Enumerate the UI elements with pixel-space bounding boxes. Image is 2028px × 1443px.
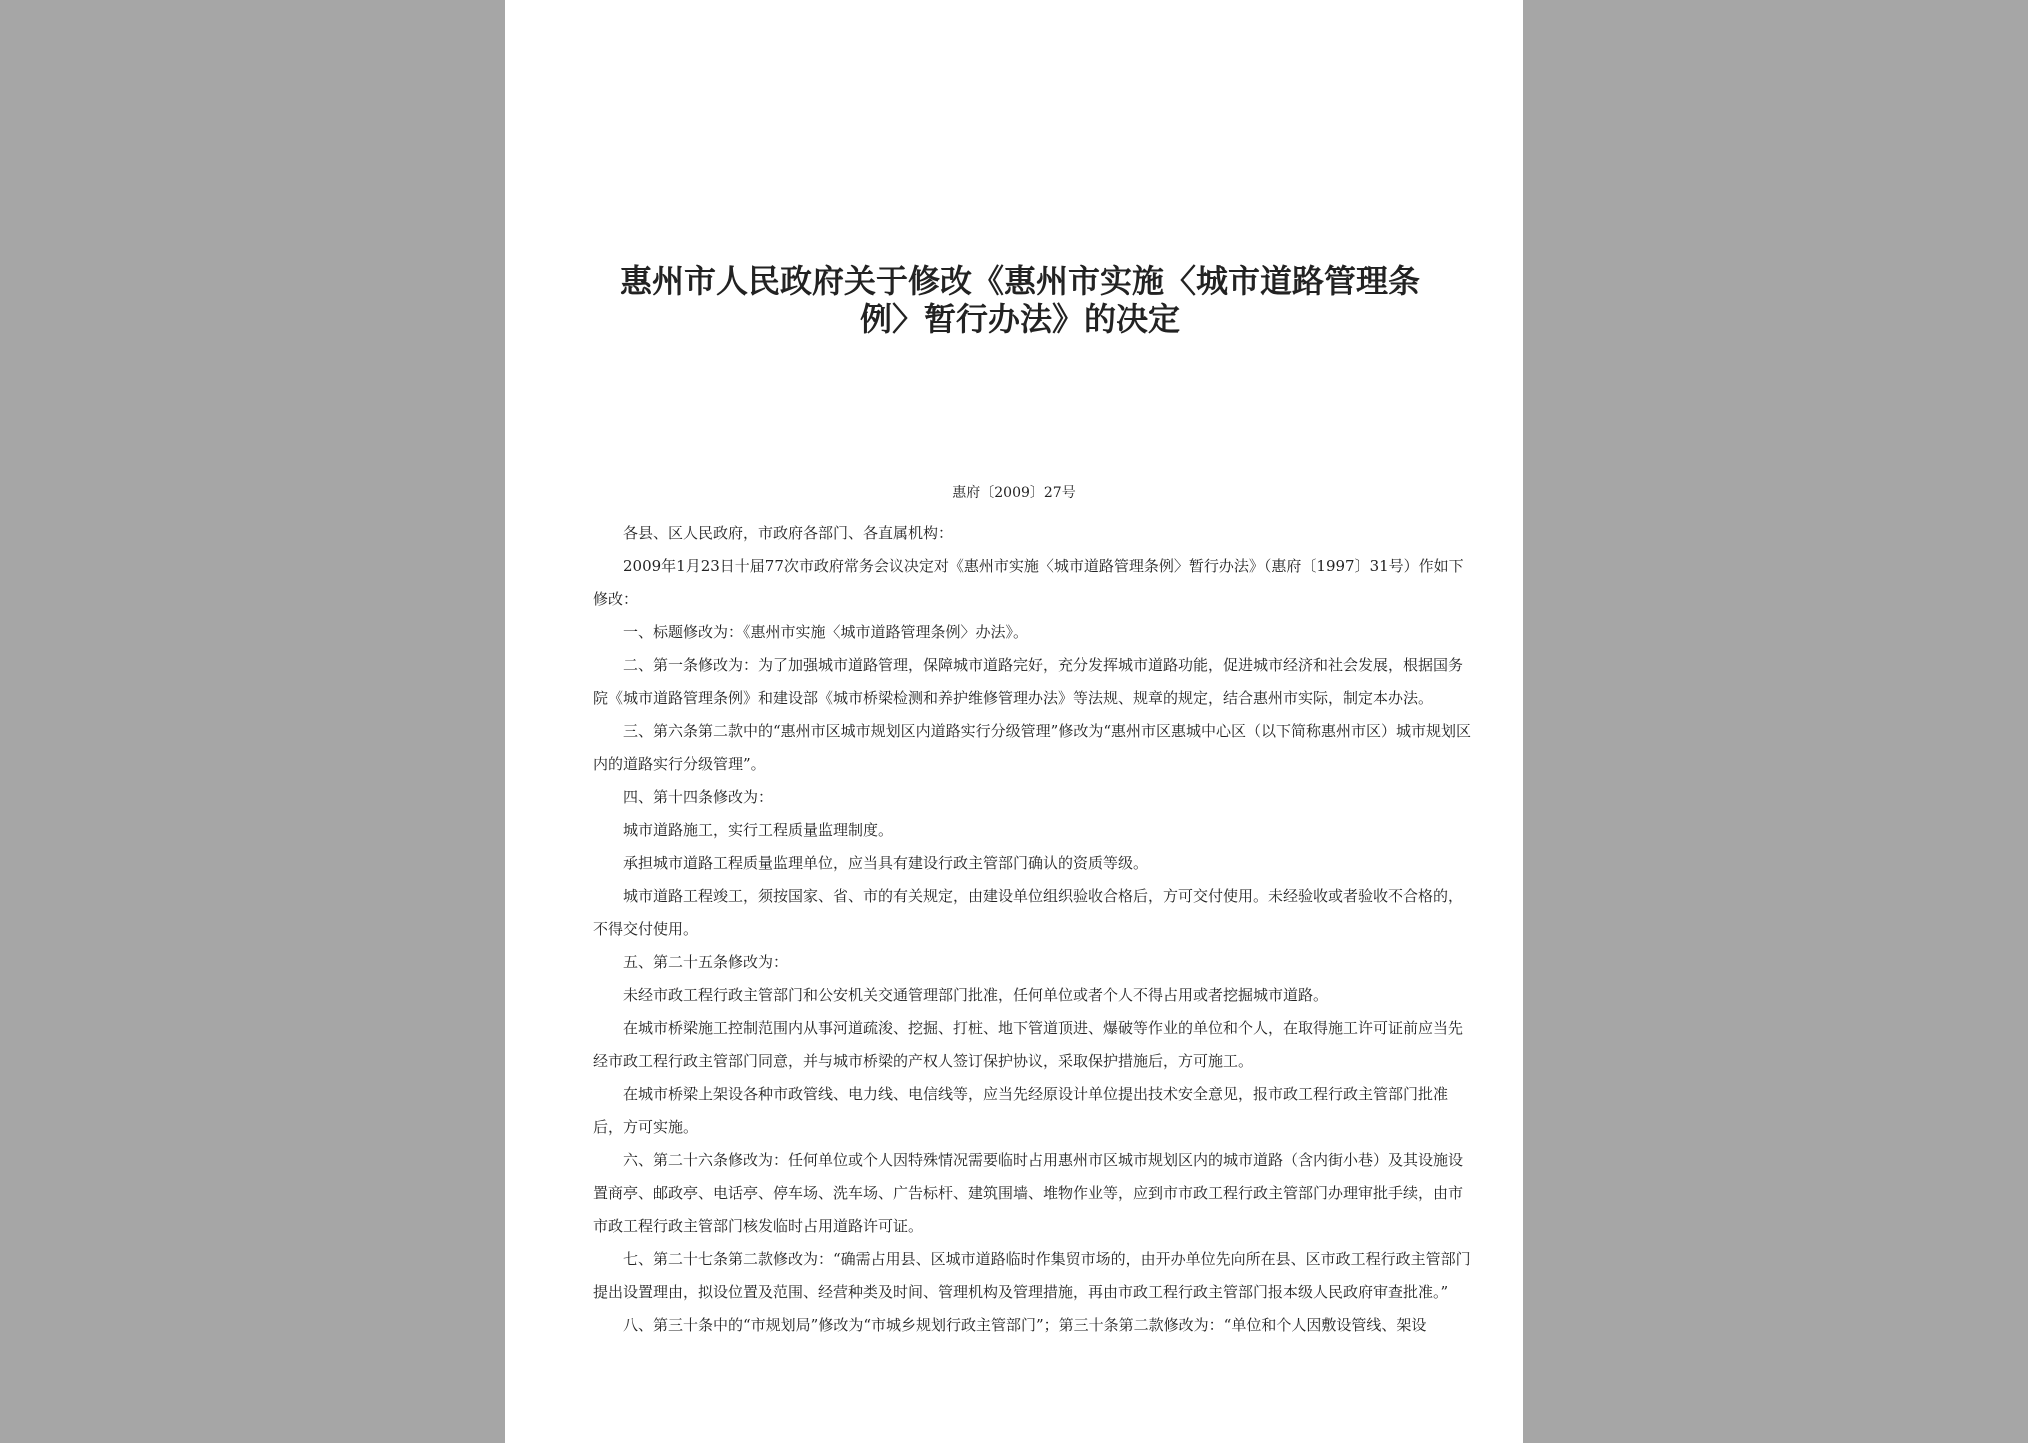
paragraph: 在城市桥梁施工控制范围内从事河道疏浚、挖掘、打桩、地下管道顶进、爆破等作业的单位和个人，在取得施工许可证前应当先经市政工程行政主管部门同意，并与城市桥梁的产权人签订保护协议，采取保护措施后，方可施工。	[593, 1019, 1464, 1070]
document-page	[505, 0, 1523, 1443]
paragraph: 五、第二十五条修改为：	[623, 953, 789, 971]
paragraph: 在城市桥梁上架设各种市政管线、电力线、电信线等，应当先经原设计单位提出技术安全意见，报市政工程行政主管部门批准后，方可实施。	[593, 1085, 1449, 1136]
paragraph: 未经市政工程行政主管部门和公安机关交通管理部门批准，任何单位或者个人不得占用或者挖掘城市道路。	[623, 986, 1329, 1004]
paragraph: 七、第二十七条第二款修改为：“确需占用县、区城市道路临时作集贸市场的，由开办单位先向所在县、区市政工程行政主管部门提出设置理由，拟设位置及范围、经营种类及时间、管理机构及管理措施，再由市政工程行政主管部门报本级人民政府审查批准。”	[593, 1250, 1471, 1301]
paragraph: 六、第二十六条修改为：任何单位或个人因特殊情况需要临时占用惠州市区城市规划区内的城市道路（含内街小巷）及其设施设置商亭、邮政亭、电话亭、停车场、洗车场、广告标杆、建筑围墙、堆物作业等，应到市市政工程行政主管部门办理审批手续，由市市政工程行政主管部门核发临时占用道路许可证。	[593, 1151, 1464, 1235]
paragraph: 一、标题修改为：《惠州市实施〈城市道路管理条例〉办法》。	[623, 623, 1029, 641]
paragraph: 承担城市道路工程质量监理单位，应当具有建设行政主管部门确认的资质等级。	[623, 854, 1149, 872]
paragraph: 2009年1月23日十届77次市政府常务会议决定对《惠州市实施〈城市道路管理条例〉暂行办法》（惠府〔1997〕31号）作如下修改：	[593, 557, 1464, 608]
salutation: 各县、区人民政府，市政府各部门、各直属机构：	[623, 524, 954, 542]
document-body	[593, 517, 1473, 1342]
paragraph: 城市道路工程竣工，须按国家、省、市的有关规定，由建设单位组织验收合格后，方可交付使用。未经验收或者验收不合格的，不得交付使用。	[593, 887, 1464, 938]
paragraph: 二、第一条修改为：为了加强城市道路管理，保障城市道路完好，充分发挥城市道路功能，促进城市经济和社会发展，根据国务院《城市道路管理条例》和建设部《城市桥梁检测和养护维修管理办法》等法规、规章的规定，结合惠州市实际，制定本办法。	[593, 656, 1464, 707]
document-number: 惠府〔2009〕27号	[952, 485, 1076, 501]
paragraph: 三、第六条第二款中的“惠州市区城市规划区内道路实行分级管理”修改为“惠州市区惠城中心区（以下简称惠州市区）城市规划区内的道路实行分级管理”。	[593, 722, 1472, 773]
paragraph: 城市道路施工，实行工程质量监理制度。	[623, 821, 894, 839]
document-title: 惠州市人民政府关于修改《惠州市实施〈城市道路管理条例〉暂行办法》的决定	[619, 262, 1420, 338]
paragraph: 八、第三十条中的“市规划局”修改为“市城乡规划行政主管部门”；第三十条第二款修改为：“单位和个人因敷设管线、架设	[623, 1316, 1427, 1334]
paragraph: 四、第十四条修改为：	[623, 788, 774, 806]
